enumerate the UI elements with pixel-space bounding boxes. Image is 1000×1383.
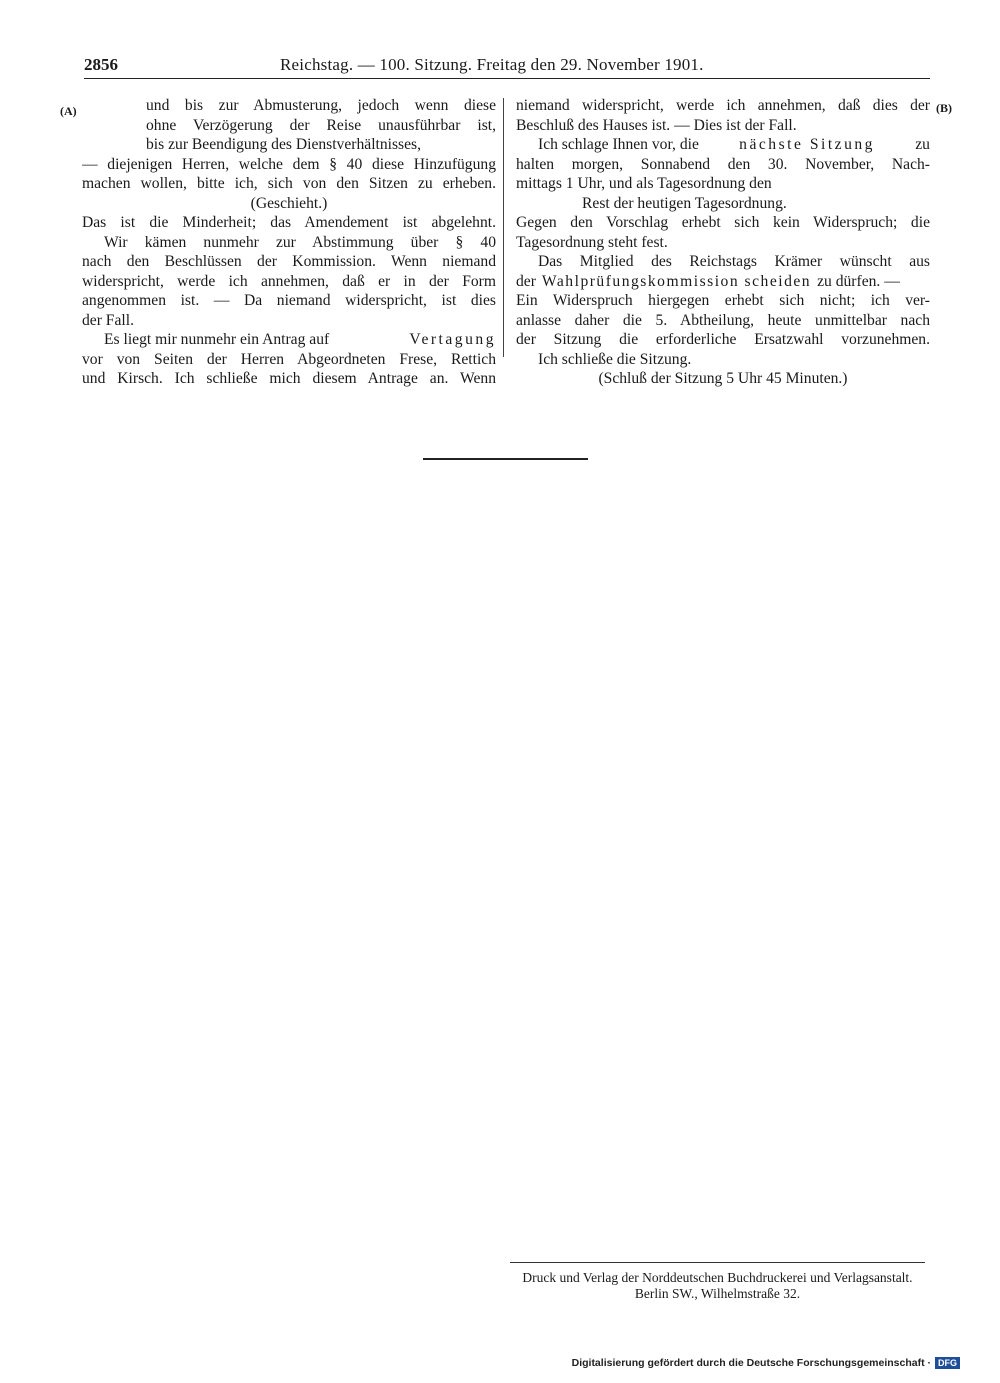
text-line: — diejenigen Herren, welche dem § 40 diese Hinzufügung — [82, 155, 496, 173]
text-span-spaced: Wahlprüfungskommission scheiden — [541, 272, 812, 290]
text-span: der — [516, 272, 536, 290]
page-header — [84, 52, 930, 78]
text-line: widerspricht, werde ich annehmen, daß er in der Form — [82, 272, 496, 290]
text-line: und bis zur Abmusterung, jedoch wenn diese — [146, 97, 496, 114]
text-line — [516, 135, 930, 155]
text-line: Ich schließe die Sitzung. — [538, 350, 692, 368]
text-line: der Fall. — [82, 311, 134, 329]
right-column — [516, 96, 930, 389]
text-line: ohne Verzögerung der Reise unausführbar ist, — [146, 116, 496, 134]
text-line: machen wollen, bitte ich, sich von den Sitzen zu erheben. — [82, 175, 496, 192]
text-line: Beschluß des Hauses ist. — Dies ist der Fall. — [516, 116, 797, 134]
text-line — [516, 272, 930, 292]
imprint-line: Berlin SW., Wilhelmstraße 32. — [634, 1286, 801, 1301]
text-line: niemand widerspricht, werde ich annehmen, daß dies der — [516, 97, 930, 114]
text-line: Wir kämen nunmehr zur Abstimmung über § 40 — [104, 233, 496, 251]
margin-marker-b: (B) — [936, 101, 952, 115]
text-line: halten morgen, Sonnabend den 30. November, Nach- — [516, 155, 930, 173]
text-line: anlasse daher die 5. Abtheilung, heute unmittelbar nach — [516, 311, 930, 329]
text-line — [82, 330, 496, 350]
running-title: Reichstag. — 100. Sitzung. Freitag den 29. November 1901. — [280, 55, 704, 74]
margin-marker-a: (A) — [60, 104, 77, 118]
text-line: Ein Widerspruch hiergegen erhebt sich nicht; ich ver- — [516, 292, 930, 309]
text-span-spaced: Vertagung — [409, 331, 496, 348]
text-line: Rest der heutigen Tagesordnung. — [582, 194, 787, 212]
page-number: 2856 — [84, 55, 118, 74]
imprint-rule — [510, 1262, 925, 1263]
text-line: (Schluß der Sitzung 5 Uhr 45 Minuten.) — [598, 370, 848, 387]
text-span: zu — [915, 136, 930, 153]
text-line: bis zur Beendigung des Dienstverhältnisses, — [146, 136, 422, 153]
text-line: nach den Beschlüssen der Kommission. Wenn niemand — [82, 253, 496, 270]
dfg-logo-icon: DFG — [935, 1357, 960, 1369]
left-column — [82, 96, 496, 389]
column-divider — [503, 98, 504, 357]
text-line: mittags 1 Uhr, und als Tagesordnung den — [516, 175, 772, 192]
header-rule — [84, 78, 930, 79]
section-end-rule — [423, 458, 588, 460]
text-line: und Kirsch. Ich schließe mich diesem Antrage an. Wenn — [82, 370, 496, 387]
text-line: Das ist die Minderheit; das Amendement ist abgelehnt. — [82, 214, 496, 231]
text-line: der Sitzung die erforderliche Ersatzwahl vorzunehmen. — [516, 331, 930, 348]
text-line: angenommen ist. — Da niemand widerspricht, ist dies — [82, 292, 496, 309]
text-line: Das Mitglied des Reichstags Krämer wünscht aus — [538, 253, 930, 270]
text-line: Tagesordnung steht fest. — [516, 233, 668, 251]
digitization-credit — [572, 1357, 960, 1369]
imprint-line: Druck und Verlag der Norddeutschen Buchdruckerei und Verlagsanstalt. — [522, 1270, 913, 1285]
imprint — [510, 1270, 925, 1302]
text-line: Gegen den Vorschlag erhebt sich kein Widerspruch; die — [516, 214, 930, 231]
text-span-spaced: nächste Sitzung — [739, 136, 875, 153]
text-line: (Geschieht.) — [250, 194, 328, 212]
text-span: Ich schlage Ihnen vor, die — [538, 136, 699, 153]
text-line: vor von Seiten der Herren Abgeordneten Frese, Rettich — [82, 350, 496, 368]
text-span: Es liegt mir nunmehr ein Antrag auf — [104, 331, 330, 348]
text-span: zu dürfen. — — [817, 272, 900, 290]
credit-text: Digitalisierung gefördert durch die Deutsche Forschungsgemeinschaft · — [571, 1357, 931, 1369]
